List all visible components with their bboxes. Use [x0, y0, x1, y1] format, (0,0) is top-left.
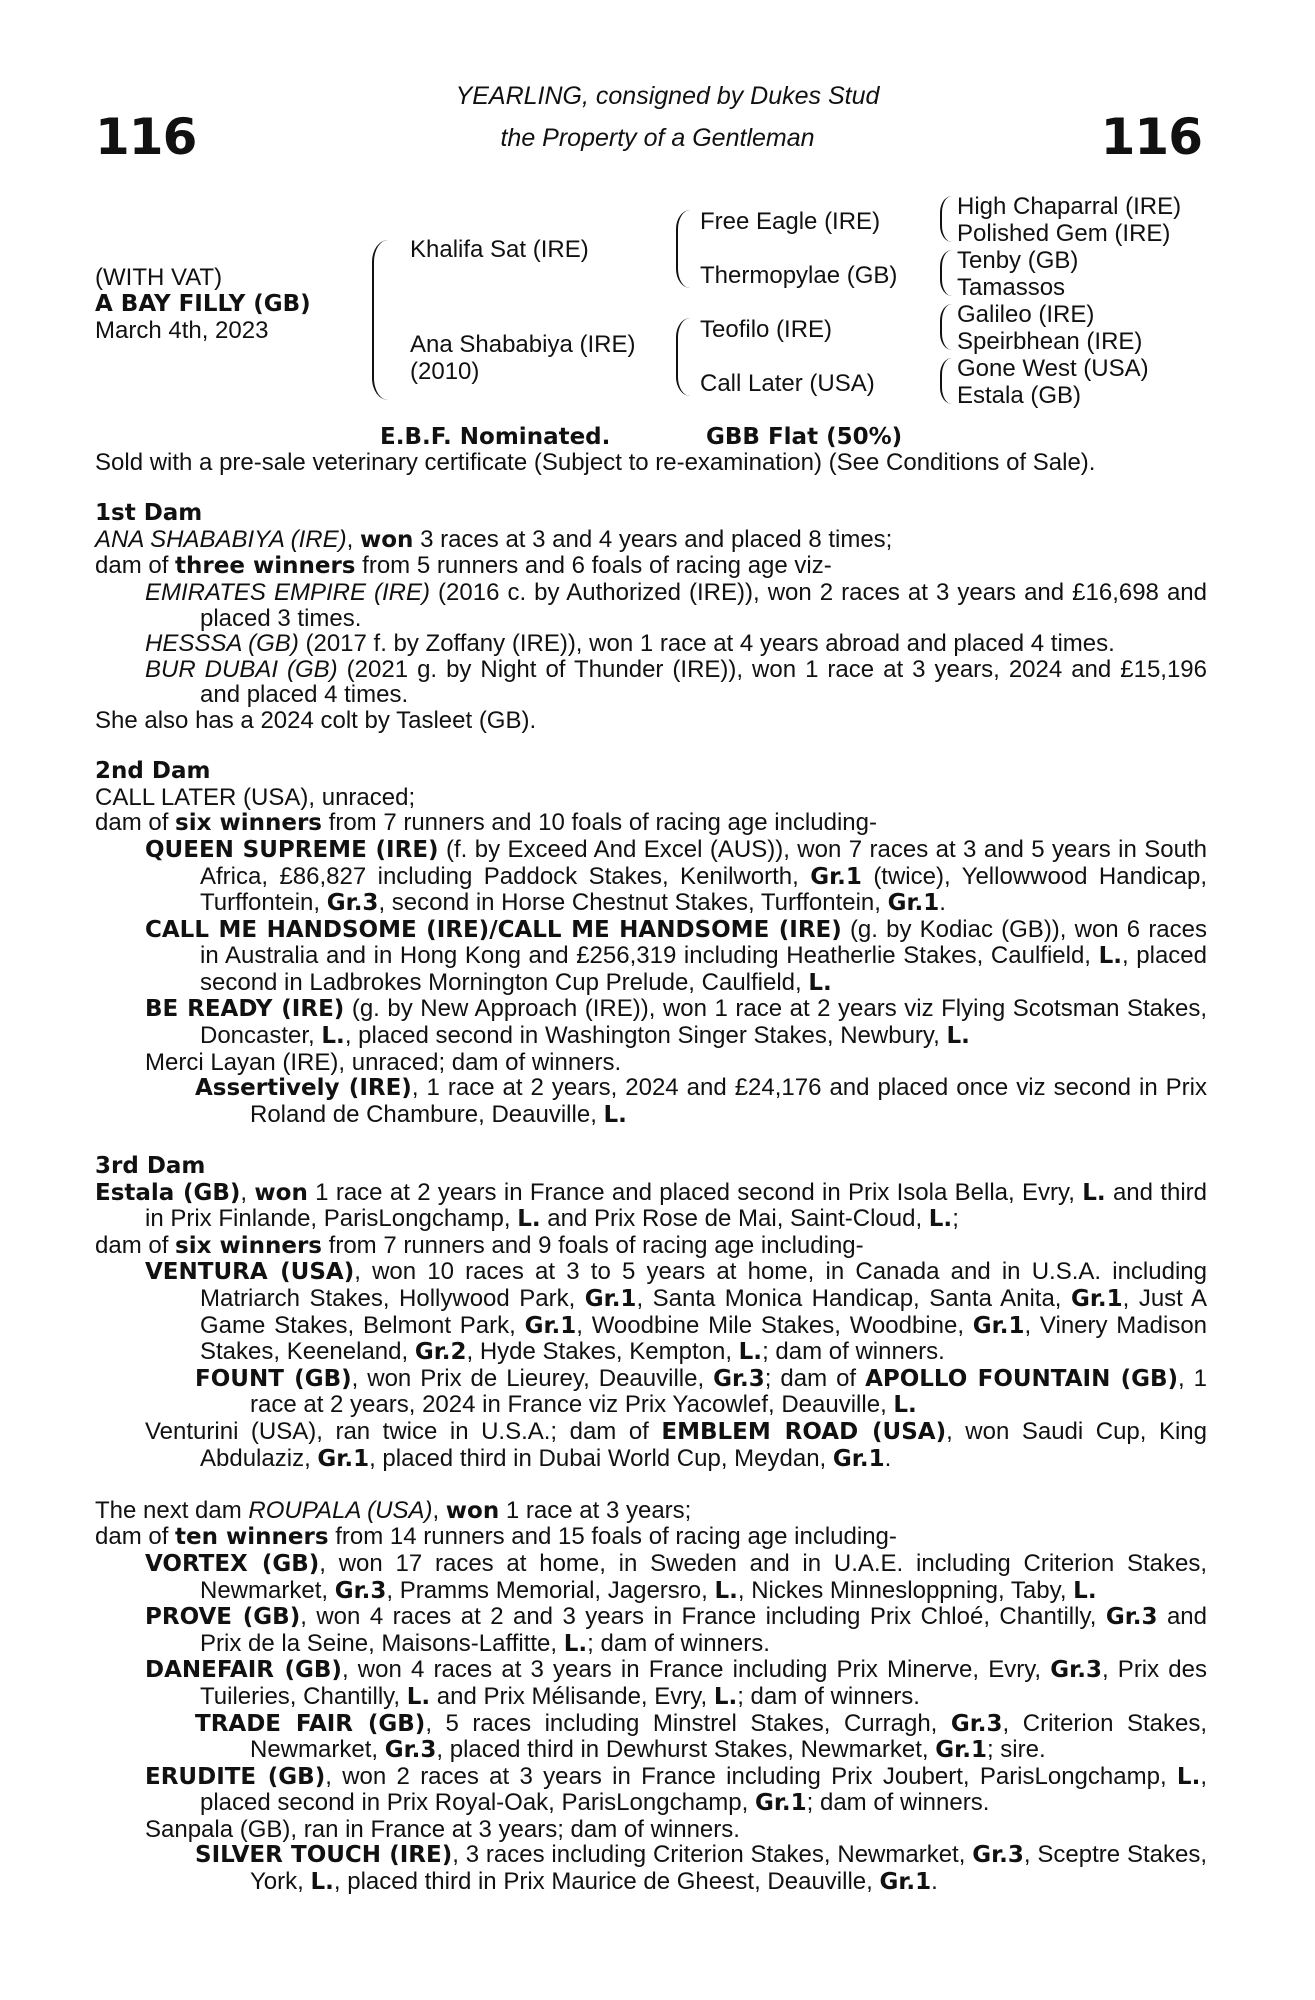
- next-dam-line2: dam of ten winners from 14 runners and 15 foals of racing age including-: [95, 1523, 897, 1551]
- property-line: the Property of a Gentleman: [500, 124, 815, 152]
- dam1-line1: ANA SHABABIYA (IRE), won 3 races at 3 and 4 years and placed 8 times;: [95, 525, 893, 553]
- dam2-progeny-4: Merci Layan (IRE), unraced; dam of winners.: [145, 1048, 622, 1076]
- next-dam-progeny-3: DANEFAIR (GB), won 4 races at 3 years in France including Prix Minerve, Evry, Gr.3, Prix des Tuileries, Chantilly, L. and Prix Mélisande, Evry, L.; dam of winners.: [145, 1656, 1208, 1710]
- dam1-progeny-1: EMIRATES EMPIRE (IRE) (2016 c. by Authorized (IRE)), won 2 races at 3 years and £16,698 and placed 3 times.: [145, 578, 1207, 632]
- lot-number-left: 116: [95, 108, 197, 166]
- dam3-heading: 3rd Dam: [95, 1153, 206, 1180]
- brace-dam: [676, 318, 690, 396]
- brace-gen1: [372, 240, 388, 400]
- dam2-line2: dam of six winners from 7 runners and 10 foals of racing age including-: [95, 809, 877, 837]
- dam1-line2: dam of three winners from 5 runners and 6 foals of racing age viz-: [95, 552, 832, 580]
- dam1-progeny-3: BUR DUBAI (GB) (2021 g. by Night of Thunder (IRE)), won 1 race at 3 years, 2024 and £15,196 and placed 4 times.: [145, 655, 1208, 709]
- next-dam-progeny-6: Sanpala (GB), ran in France at 3 years; dam of winners.: [145, 1815, 740, 1843]
- dam2-progeny-3: BE READY (IRE) (g. by New Approach (IRE)), won 1 race at 2 years viz Flying Scotsman Stakes, Doncaster, L., placed second in Washington Singer Stakes, Newbury, L.: [145, 995, 1207, 1050]
- dam-name: Ana Shababiya (IRE): [410, 331, 636, 358]
- next-dam-progeny-2: PROVE (GB), won 4 races at 2 and 3 years in France including Prix Chloé, Chantilly, Gr.3 and Prix de la Seine, Maisons-Laffitte, L.; dam of winners.: [145, 1603, 1207, 1657]
- dam3-progeny-1: VENTURA (USA), won 10 races at 3 to 5 years at home, in Canada and in U.S.A. including Matriarch Stakes, Hollywood Park, Gr.1, Santa Monica Handicap, Santa Anita, Gr.1, Just A Game Stakes, Belmont Park, Gr.1, Woodbine Mile Stakes, Woodbine, Gr.1, Vinery Madison Stakes, Keeneland, Gr.2, Hyde Stakes, Kempton, L.; dam of winners.: [145, 1258, 1208, 1366]
- dam1-also: She also has a 2024 colt by Tasleet (GB).: [95, 706, 537, 734]
- dam3-progeny-3: Venturini (USA), ran twice in U.S.A.; dam of EMBLEM ROAD (USA), won Saudi Cup, King Abdulaziz, Gr.1, placed third in Dubai World Cup, Meydan, Gr.1.: [145, 1417, 1207, 1472]
- vat-label: (WITH VAT): [95, 264, 223, 291]
- next-dam-progeny-1: VORTEX (GB), won 17 races at home, in Sweden and in U.A.E. including Criterion Stakes, Newmarket, Gr.3, Pramms Memorial, Jagersro, L., Nickes Minnesloppning, Taby, L.: [145, 1549, 1207, 1604]
- next-dam-line1: The next dam ROUPALA (USA), won 1 race at 3 years;: [95, 1496, 692, 1524]
- dam2-progeny-5: Assertively (IRE), 1 race at 2 years, 2024 and £24,176 and placed once viz second in Prix Roland de Chambure, Deauville, L.: [195, 1074, 1208, 1128]
- dam3-progeny-2: FOUNT (GB), won Prix de Lieurey, Deauville, Gr.3; dam of APOLLO FOUNTAIN (GB), 1 race at 2 years, 2024 in France viz Prix Yacowlef, Deauville, L.: [195, 1364, 1208, 1419]
- lot-number-right: 116: [1100, 108, 1202, 166]
- dam-year: (2010): [410, 358, 480, 385]
- dam1-progeny-2: HESSSA (GB) (2017 f. by Zoffany (IRE)), won 1 race at 4 years abroad and placed 4 times.: [145, 630, 1115, 658]
- dam1-heading: 1st Dam: [95, 500, 203, 527]
- brace-ds: [940, 304, 952, 350]
- dam2-line1: CALL LATER (USA), unraced;: [95, 783, 416, 811]
- consignor-line: YEARLING, consigned by Dukes Stud: [455, 82, 880, 110]
- dam2-progeny-2: CALL ME HANDSOME (IRE)/CALL ME HANDSOME (IRE) (g. by Kodiac (GB)), won 6 races in Australia and in Hong Kong and £256,319 including Heatherlie Stakes, Caulfield, L., placed second in Ladbrokes Mornington Cup Prelude, Caulfield, L.: [145, 915, 1208, 996]
- brace-sd: [940, 250, 952, 296]
- next-dam-progeny-5: ERUDITE (GB), won 2 races at 3 years in France including Prix Joubert, ParisLongchamp, L., placed second in Prix Royal-Oak, ParisLongchamp, Gr.1; dam of winners.: [145, 1762, 1207, 1817]
- ssd-name: Polished Gem (IRE): [957, 220, 1171, 247]
- sss-name: High Chaparral (IRE): [957, 193, 1182, 220]
- ddd-name: Estala (GB): [957, 382, 1082, 409]
- horse-name: A BAY FILLY (GB): [95, 291, 311, 317]
- sire-name: Khalifa Sat (IRE): [410, 236, 589, 263]
- vet-note: Sold with a pre-sale veterinary certificate (Subject to re-examination) (See Conditions of Sale).: [95, 449, 1096, 476]
- dss-name: Galileo (IRE): [957, 301, 1095, 328]
- dam2-progeny-1: QUEEN SUPREME (IRE) (f. by Exceed And Excel (AUS)), won 7 races at 3 and 5 years in South Africa, £86,827 including Paddock Stakes, Kenilworth, Gr.1 (twice), Yellowwood Handicap, Turffontein, Gr.3, second in Horse Chestnut Stakes, Turffontein, Gr.1.: [145, 835, 1208, 917]
- sire-dam: Thermopylae (GB): [700, 262, 898, 289]
- ebf-nominated: E.B.F. Nominated.: [380, 424, 611, 450]
- sdd-name: Tamassos: [957, 274, 1066, 301]
- brace-dd: [940, 358, 952, 404]
- dam-dam: Call Later (USA): [700, 370, 875, 397]
- dam3-line2: dam of six winners from 7 runners and 9 foals of racing age including-: [95, 1231, 864, 1259]
- sds-name: Tenby (GB): [957, 247, 1079, 274]
- dds-name: Gone West (USA): [957, 355, 1149, 382]
- gbb-flat: GBB Flat (50%): [706, 424, 903, 450]
- horse-dob: March 4th, 2023: [95, 317, 269, 344]
- dsd-name: Speirbhean (IRE): [957, 328, 1143, 355]
- next-dam-progeny-7: SILVER TOUCH (IRE), 3 races including Criterion Stakes, Newmarket, Gr.3, Sceptre Stakes, York, L., placed third in Prix Maurice de Gheest, Deauville, Gr.1.: [195, 1841, 1207, 1896]
- dam3-line1: Estala (GB), won 1 race at 2 years in France and placed second in Prix Isola Bella, Evry, L. and third in Prix Finlande, ParisLongchamp, L. and Prix Rose de Mai, Saint-Cloud, L.;: [95, 1178, 1207, 1233]
- dam-sire: Teofilo (IRE): [700, 316, 833, 343]
- dam2-heading: 2nd Dam: [95, 758, 211, 785]
- next-dam-progeny-4: TRADE FAIR (GB), 5 races including Minstrel Stakes, Curragh, Gr.3, Criterion Stakes, Newmarket, Gr.3, placed third in Dewhurst Stakes, Newmarket, Gr.1; sire.: [195, 1709, 1207, 1764]
- brace-ss: [940, 196, 952, 242]
- catalogue-body: [95, 450, 1207, 1896]
- brace-sire: [676, 210, 690, 288]
- sire-sire: Free Eagle (IRE): [700, 208, 881, 235]
